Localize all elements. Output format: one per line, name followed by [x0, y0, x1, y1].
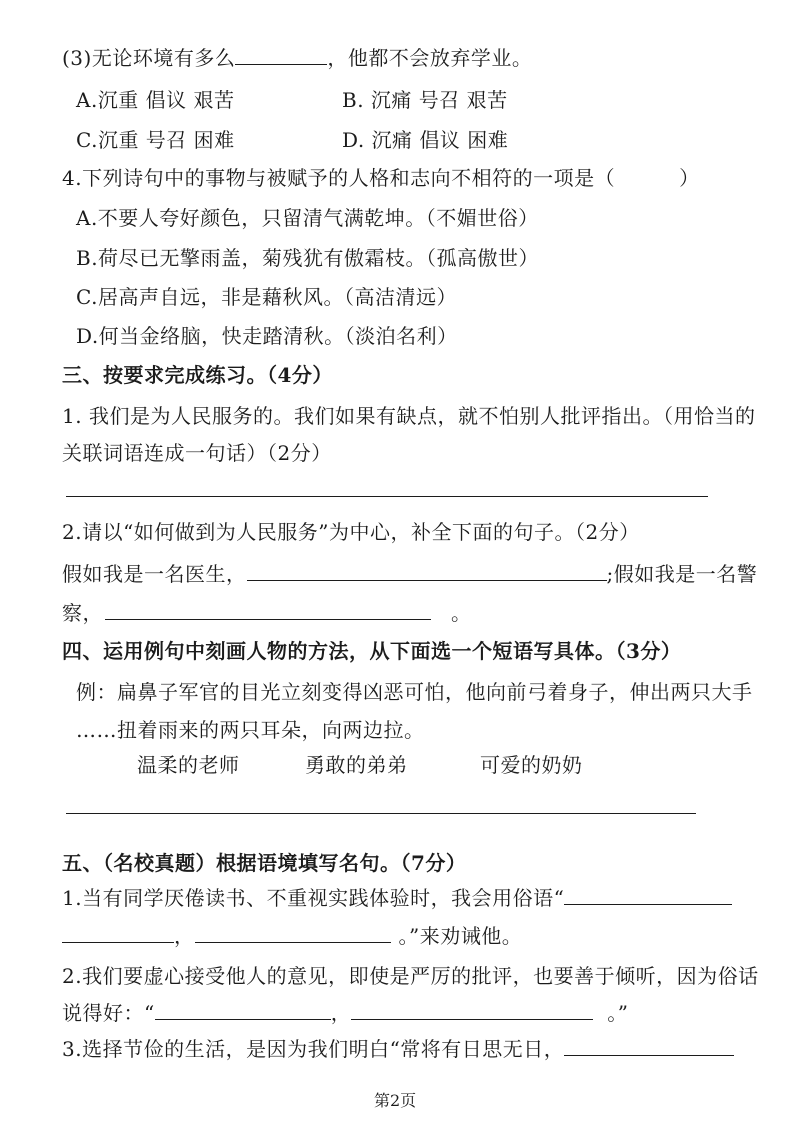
q3-3-blank[interactable]	[235, 44, 327, 65]
page-number: 第2页	[374, 1091, 417, 1110]
q4-stem-close: ）	[679, 166, 700, 190]
s5-q3-blank[interactable]	[564, 1035, 734, 1056]
s5-q1-blank-a[interactable]	[564, 884, 732, 905]
s3-q2-doctor-suffix: ;假如我是一名警	[606, 562, 758, 586]
q4-option-a[interactable]: A.不要人夸好颜色，只留清气满乾坤。（不媚世俗）	[76, 206, 539, 230]
s5-q1-blank-c[interactable]	[195, 922, 391, 943]
s5-q2-comma: ，	[330, 1001, 352, 1025]
s3-q2-police-prefix: 察，	[62, 601, 103, 625]
s3-q2-line1	[62, 560, 757, 588]
section-3-heading: 三、按要求完成练习。（4分）	[62, 363, 333, 387]
section-4-heading: 四、运用例句中刻画人物的方法，从下面选一个短语写具体。（3分）	[62, 639, 682, 663]
s3-q2-stem: 2.请以“如何做到为人民服务”为中心，补全下面的句子。（2分）	[62, 520, 640, 544]
question-4-stem	[62, 164, 700, 192]
s5-q1-text: 1.当有同学厌倦读书、不重视实践体验时，我会用俗语“	[62, 886, 565, 910]
q3-3-prefix: (3)无论环境有多么	[62, 46, 236, 70]
q3-3-option-c[interactable]: C.沉重 号召 困难	[76, 128, 235, 152]
s5-q1-end: 。”来劝诫他。	[398, 924, 523, 948]
q3-3-suffix: ，他都不会放弃学业。	[327, 46, 533, 70]
q4-option-d[interactable]: D.何当金络脑，快走踏清秋。（淡泊名利）	[76, 324, 458, 348]
s5-q2-end: 。”	[607, 1001, 629, 1025]
q4-stem-text: 4.下列诗句中的事物与被赋予的人格和志向不相符的一项是（	[62, 166, 616, 190]
s5-q2-prefix: 说得好：“	[62, 1001, 155, 1025]
s5-q3-line1	[62, 1035, 734, 1063]
section-5-heading: 五、（名校真题）根据语境填写名句。（7分）	[62, 851, 467, 875]
s4-answer-line[interactable]	[66, 813, 696, 814]
s4-choice-brother[interactable]: 勇敢的弟弟	[305, 753, 408, 777]
s4-choice-teacher[interactable]: 温柔的老师	[137, 753, 240, 777]
s3-q2-police-suffix: 。	[451, 601, 472, 625]
s5-q2-blank-a[interactable]	[155, 999, 331, 1020]
s4-choice-grandma[interactable]: 可爱的奶奶	[480, 753, 583, 777]
s3-q2-doctor-prefix: 假如我是一名医生，	[62, 562, 247, 586]
q4-option-c[interactable]: C.居高声自远，非是藉秋风。（高洁清远）	[76, 285, 457, 309]
s5-q2-line2	[62, 999, 628, 1027]
s3-q2-doctor-blank[interactable]	[247, 560, 607, 581]
s5-q3-text: 3.选择节俭的生活，是因为我们明白“常将有日思无日，	[62, 1037, 565, 1061]
s5-q1-comma: ，	[174, 924, 195, 948]
s4-example-line1: 例：扁鼻子军官的目光立刻变得凶恶可怕，他向前弓着身子，伸出两只大手	[76, 680, 753, 704]
s5-q1-line1	[62, 884, 732, 912]
question-3-3	[62, 44, 532, 72]
q4-option-b[interactable]: B.荷尽已无擎雨盖，菊残犹有傲霜枝。（孤高傲世）	[76, 246, 540, 270]
s3-q2-police-blank[interactable]	[105, 599, 431, 620]
s3-q2-line2	[62, 599, 472, 627]
s4-example-line2: ……扭着雨来的两只耳朵，向两边拉。	[76, 718, 425, 742]
q3-3-option-a[interactable]: A.沉重 倡议 艰苦	[76, 88, 235, 112]
s3-q1-line2: 关联词语连成一句话）（2分）	[62, 441, 332, 465]
s5-q2-line1: 2.我们要虚心接受他人的意见，即使是严厉的批评，也要善于倾听，因为俗话	[62, 964, 759, 988]
s5-q1-line2	[62, 922, 522, 950]
s3-q1-answer-line[interactable]	[66, 496, 708, 497]
s5-q2-blank-b[interactable]	[351, 999, 593, 1020]
s5-q1-blank-b[interactable]	[62, 922, 174, 943]
q3-3-option-d[interactable]: D. 沉痛 倡议 困难	[342, 128, 509, 152]
q3-3-option-b[interactable]: B. 沉痛 号召 艰苦	[342, 88, 508, 112]
s3-q1-line1: 1. 我们是为人民服务的。我们如果有缺点，就不怕别人批评指出。（用恰当的	[62, 404, 756, 428]
